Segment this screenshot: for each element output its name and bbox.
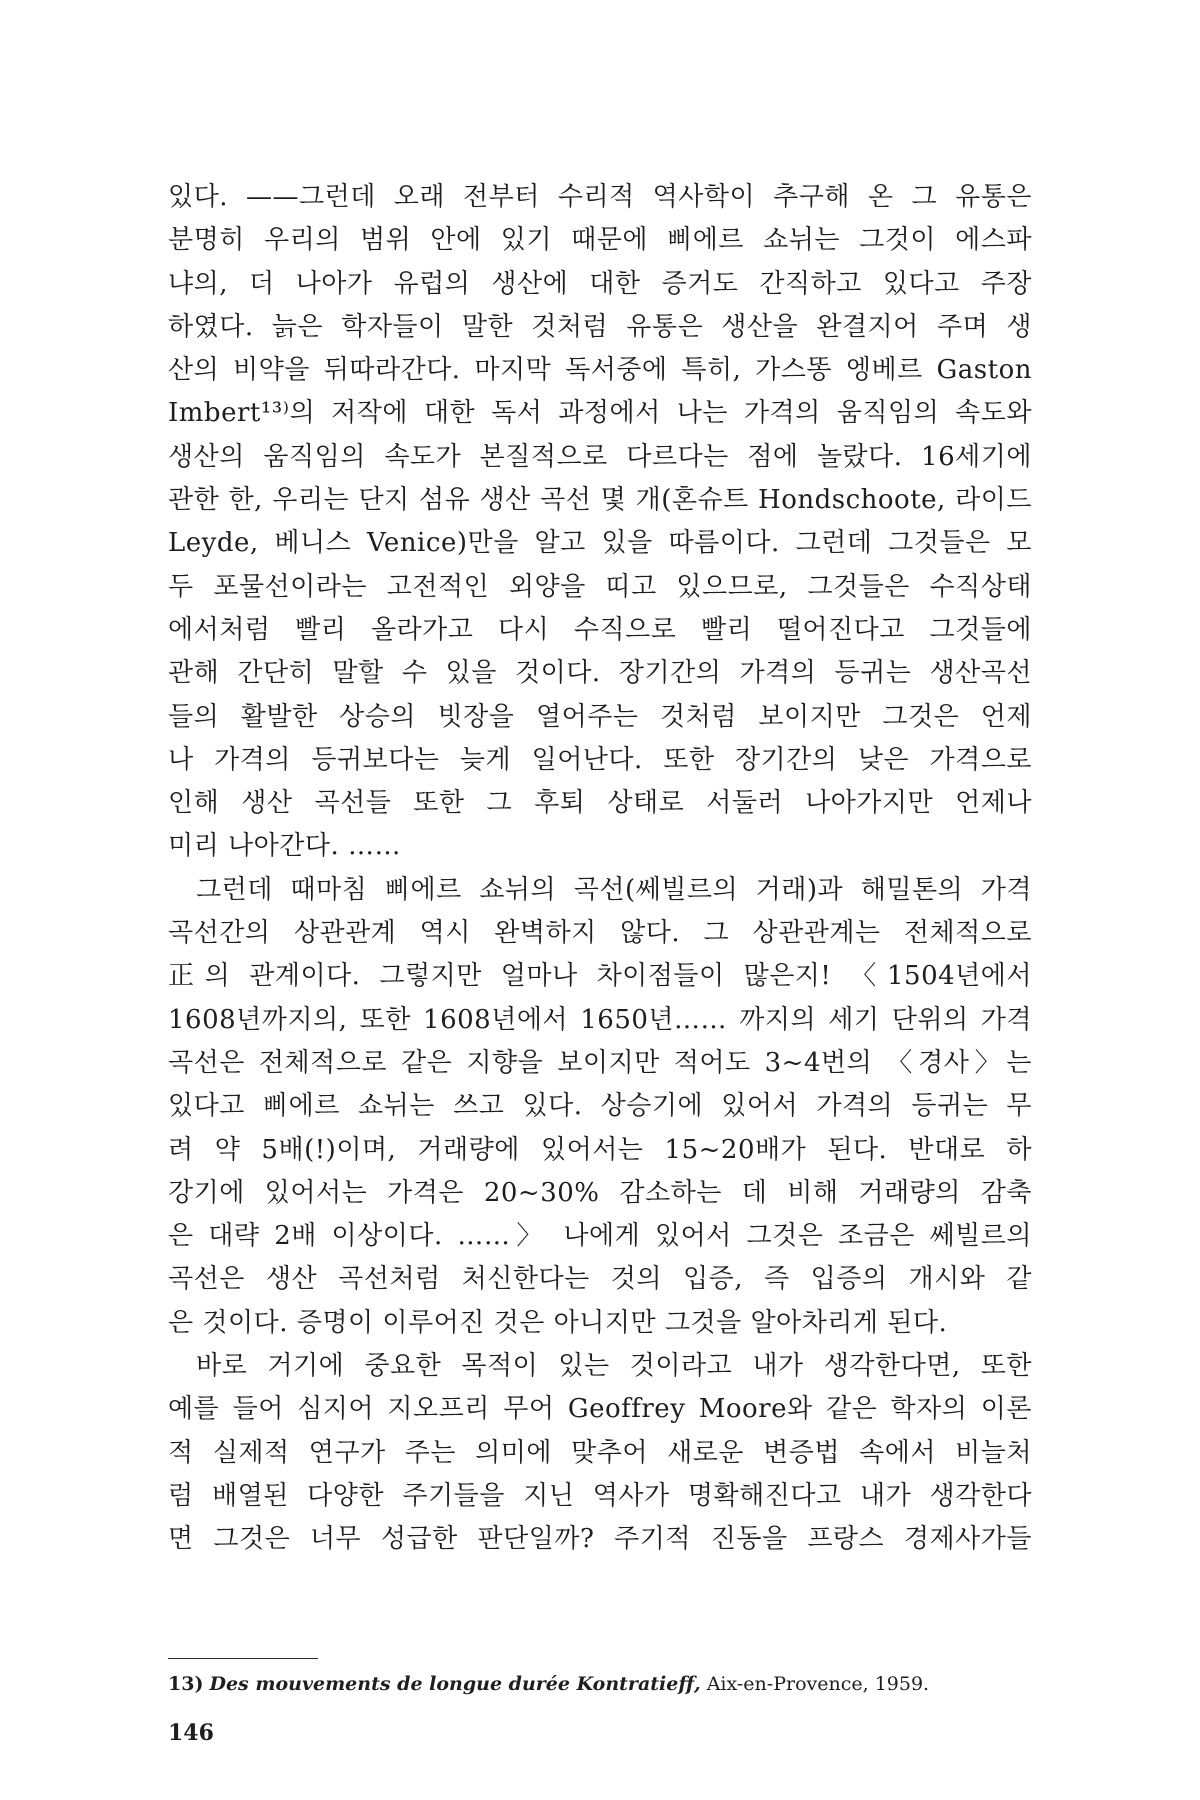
body-text — [168, 176, 1032, 1562]
text-line: 분명히 우리의 범위 안에 있기 때문에 삐에르 쇼뉘는 그것이 에스파 — [168, 225, 1032, 256]
text-line: 은 것이다. 증명이 이루어진 것은 아니지만 그것을 알아차리게 된다. — [168, 1307, 948, 1338]
text-line: 있다고 삐에르 쇼뉘는 쓰고 있다. 상승기에 있어서 가격의 등귀는 무 — [168, 1091, 1032, 1122]
page-number: 146 — [168, 1720, 214, 1746]
text-line: 있다. ——그런데 오래 전부터 수리적 역사학이 추구해 온 그 유통은 — [168, 182, 1032, 212]
text-line: 正의 관계이다. 그렇지만 얼마나 차이점들이 많은지! 〈1504년에서 — [168, 961, 1032, 992]
text-line: 산의 비약을 뒤따라간다. 마지막 독서중에 특히, 가스똥 엥베르 Gaston — [168, 355, 1032, 386]
text-line: 강기에 있어서는 가격은 20~30% 감소하는 데 비해 거래량의 감축 — [168, 1177, 1032, 1208]
text-line: 두 포물선이라는 고전적인 외양을 띠고 있으므로, 그것들은 수직상태 — [168, 571, 1032, 602]
text-line: 미리 나아간다. …… — [168, 831, 401, 862]
text-line: 관한 한, 우리는 단지 섬유 생산 곡선 몇 개(혼슈트 Hondschoote, 라이드 — [168, 485, 1032, 516]
footnote-divider — [168, 1658, 318, 1659]
text-line: 곡선간의 상관관계 역시 완벽하지 않다. 그 상관관계는 전체적으로 — [168, 918, 1032, 949]
text-line: 바로 거기에 중요한 목적이 있는 것이라고 내가 생각한다면, 또한 — [196, 1351, 1032, 1382]
text-line: 려 약 5배(!)이며, 거래량에 있어서는 15~20배가 된다. 반대로 하 — [168, 1134, 1032, 1165]
text-line: Imbert¹³⁾의 저작에 대한 독서 과정에서 나는 가격의 움직임의 속도와 — [168, 398, 1032, 429]
text-line: 관해 간단히 말할 수 있을 것이다. 장기간의 가격의 등귀는 생산곡선 — [168, 658, 1032, 689]
text-line: 들의 활발한 상승의 빗장을 열어주는 것처럼 보이지만 그것은 언제 — [168, 701, 1032, 732]
text-line: 에서처럼 빨리 올라가고 다시 수직으로 빨리 떨어진다고 그것들에 — [168, 614, 1032, 645]
text-line: 면 그것은 너무 성급한 판단일까? 주기적 진동을 프랑스 경제사가들 — [168, 1524, 1032, 1555]
text-line: 인해 생산 곡선들 또한 그 후퇴 상태로 서둘러 나아가지만 언제나 — [168, 788, 1032, 819]
text-line: 곡선은 전체적으로 같은 지향을 보이지만 적어도 3~4번의 〈경사〉는 — [168, 1047, 1032, 1078]
text-line: 은 대략 2배 이상이다. ……〉 나에게 있어서 그것은 조금은 쎄빌르의 — [168, 1221, 1032, 1252]
text-line: 1608년까지의, 또한 1608년에서 1650년…… 까지의 세기 단위의 가격 — [168, 1004, 1032, 1035]
text-line: 냐의, 더 나아가 유럽의 생산에 대한 증거도 간직하고 있다고 주장 — [168, 268, 1032, 299]
text-line: 나 가격의 등귀보다는 늦게 일어난다. 또한 장기간의 낮은 가격으로 — [168, 744, 1032, 775]
text-line: 생산의 움직임의 속도가 본질적으로 다르다는 점에 놀랐다. 16세기에 — [168, 441, 1032, 472]
footnote-title: Des mouvements de longue durée Kontratieff, — [209, 1673, 701, 1695]
text-line: 곡선은 생산 곡선처럼 처신한다는 것의 입증, 즉 입증의 개시와 같 — [168, 1264, 1032, 1295]
text-line: 적 실제적 연구가 주는 의미에 맞추어 새로운 변증법 속에서 비늘처 — [168, 1437, 1032, 1468]
text-line: 예를 들어 심지어 지오프리 무어 Geoffrey Moore와 같은 학자의 이론 — [168, 1394, 1032, 1425]
footnote — [168, 1670, 1032, 1698]
text-line: Leyde, 베니스 Venice)만을 알고 있을 따름이다. 그런데 그것들은 모 — [168, 528, 1032, 559]
text-line: 그런데 때마침 삐에르 쇼뉘의 곡선(쎄빌르의 거래)과 해밀톤의 가격 — [196, 874, 1032, 905]
text-line: 럼 배열된 다양한 주기들을 지닌 역사가 명확해진다고 내가 생각한다 — [168, 1480, 1032, 1511]
footnote-number: 13) — [168, 1673, 204, 1695]
footnote-rest: Aix-en-Provence, 1959. — [700, 1673, 930, 1695]
text-line: 하였다. 늙은 학자들이 말한 것처럼 유통은 생산을 완결지어 주며 생 — [168, 311, 1032, 342]
